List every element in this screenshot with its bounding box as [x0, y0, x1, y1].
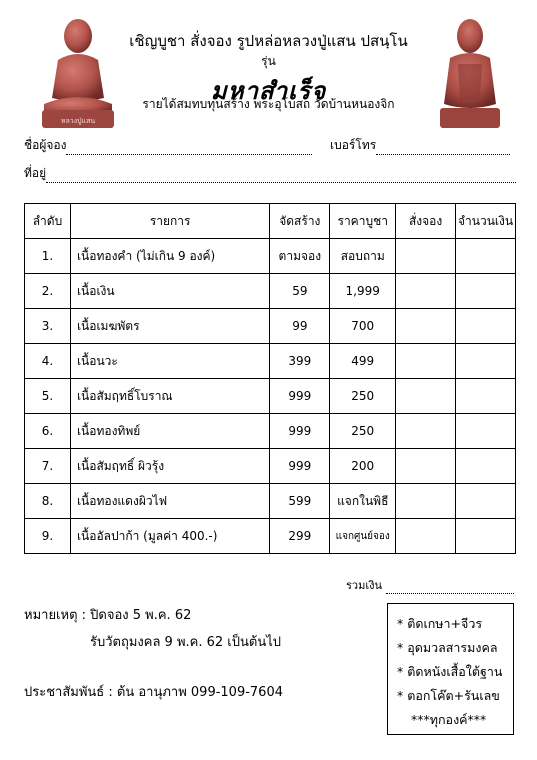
total-label: รวมเงิน: [346, 579, 382, 592]
row-made: 299: [270, 519, 330, 554]
table-row: [25, 484, 516, 519]
row-no: 9.: [25, 519, 71, 554]
row-no: 1.: [25, 239, 71, 274]
remark-close-date: หมายเหตุ : ปิดจอง 5 พ.ค. 62: [24, 608, 192, 623]
col-header-order: สั่งจอง: [396, 204, 456, 239]
row-amount-cell[interactable]: [456, 309, 516, 344]
col-header-no: ลำดับ: [25, 204, 71, 239]
row-item: เนื้อทองแดงผิวไฟ: [70, 484, 269, 519]
statue-base-label: หลวงปู่แสน: [60, 117, 96, 125]
row-item: เนื้อทองทิพย์: [70, 414, 269, 449]
row-order-cell[interactable]: [396, 344, 456, 379]
row-no: 4.: [25, 344, 71, 379]
row-amount-cell[interactable]: [456, 379, 516, 414]
row-no: 5.: [25, 379, 71, 414]
name-label: ชื่อผู้จอง: [24, 138, 67, 152]
row-amount-cell[interactable]: [456, 484, 516, 519]
row-item: เนื้ออัลปาก้า (มูลค่า 400.-): [70, 519, 269, 554]
row-amount-cell[interactable]: [456, 344, 516, 379]
bonus-item: * ตอกโค๊ต+รันเลข: [397, 688, 500, 703]
row-no: 6.: [25, 414, 71, 449]
row-item: เนื้อทองคำ (ไม่เกิน 9 องค์): [70, 239, 269, 274]
row-order-cell[interactable]: [396, 239, 456, 274]
row-price: แจกศูนย์จอง: [330, 519, 396, 554]
table-row: [25, 239, 516, 274]
address-field[interactable]: [24, 164, 516, 183]
row-made: 999: [270, 449, 330, 484]
col-header-item: รายการ: [70, 204, 269, 239]
row-price: 1,999: [330, 274, 396, 309]
phone-field[interactable]: [330, 136, 510, 155]
address-label: ที่อยู่: [24, 166, 47, 180]
row-price: 700: [330, 309, 396, 344]
table-row: [25, 449, 516, 484]
row-price: 499: [330, 344, 396, 379]
row-price: แจกในพิธี: [330, 484, 396, 519]
row-made: 999: [270, 414, 330, 449]
name-field[interactable]: [24, 136, 312, 155]
phone-label: เบอร์โทร: [330, 138, 377, 152]
statue-back-image: [434, 12, 506, 130]
row-price: 200: [330, 449, 396, 484]
series-prefix: รุ่น: [261, 54, 276, 68]
row-made: 99: [270, 309, 330, 344]
row-item: เนื้อสัมฤทธิ์ ผิวรุ้ง: [70, 449, 269, 484]
bonus-item: * อุดมวลสารมงคล: [397, 640, 498, 655]
row-item: เนื้อเงิน: [70, 274, 269, 309]
row-item: เนื้อนวะ: [70, 344, 269, 379]
row-price: 250: [330, 379, 396, 414]
table-row: [25, 344, 516, 379]
col-header-price: ราคาบูชา: [330, 204, 396, 239]
total-field[interactable]: [346, 576, 514, 594]
row-order-cell[interactable]: [396, 414, 456, 449]
order-table: [24, 203, 516, 554]
row-order-cell[interactable]: [396, 519, 456, 554]
table-row: [25, 414, 516, 449]
col-header-made: จัดสร้าง: [270, 204, 330, 239]
row-amount-cell[interactable]: [456, 519, 516, 554]
row-made: ตามจอง: [270, 239, 330, 274]
row-amount-cell[interactable]: [456, 414, 516, 449]
contact-info: ประชาสัมพันธ์ : ต้น อานุภาพ 099-109-7604: [24, 685, 283, 700]
row-no: 3.: [25, 309, 71, 344]
table-header-row: [25, 204, 516, 239]
row-made: 999: [270, 379, 330, 414]
table-row: [25, 519, 516, 554]
bonus-features-box: [387, 603, 514, 735]
statue-front-image: [38, 12, 118, 130]
table-row: [25, 309, 516, 344]
row-no: 7.: [25, 449, 71, 484]
col-header-amount: จำนวนเงิน: [456, 204, 516, 239]
table-row: [25, 274, 516, 309]
table-row: [25, 379, 516, 414]
row-order-cell[interactable]: [396, 274, 456, 309]
row-made: 399: [270, 344, 330, 379]
purpose-note: รายได้สมทบทุนสร้าง พระอุโบสถ วัดบ้านหนองจิก: [142, 97, 395, 111]
row-item: เนื้อสัมฤทธิ์โบราณ: [70, 379, 269, 414]
series-name: มหาสำเร็จ: [210, 76, 327, 105]
row-order-cell[interactable]: [396, 484, 456, 519]
page-title: เชิญบูชา สั่งจอง รูปหล่อหลวงปู่แสน ปสนฺโน: [129, 32, 408, 50]
row-no: 2.: [25, 274, 71, 309]
row-amount-cell[interactable]: [456, 274, 516, 309]
bonus-item: * ติดเกษา+จีวร: [397, 616, 483, 631]
remark-pickup-date: รับวัตถุมงคล 9 พ.ค. 62 เป็นต้นไป: [90, 635, 282, 650]
row-made: 59: [270, 274, 330, 309]
row-price: 250: [330, 414, 396, 449]
row-amount-cell[interactable]: [456, 449, 516, 484]
bonus-footer: ***ทุกองค์***: [411, 712, 487, 727]
bonus-item: * ติดหนังเสื้อใต้ฐาน: [397, 664, 503, 679]
row-amount-cell[interactable]: [456, 239, 516, 274]
row-no: 8.: [25, 484, 71, 519]
row-order-cell[interactable]: [396, 379, 456, 414]
row-price: สอบถาม: [330, 239, 396, 274]
row-item: เนื้อเมฆพัตร: [70, 309, 269, 344]
row-made: 599: [270, 484, 330, 519]
row-order-cell[interactable]: [396, 309, 456, 344]
row-order-cell[interactable]: [396, 449, 456, 484]
